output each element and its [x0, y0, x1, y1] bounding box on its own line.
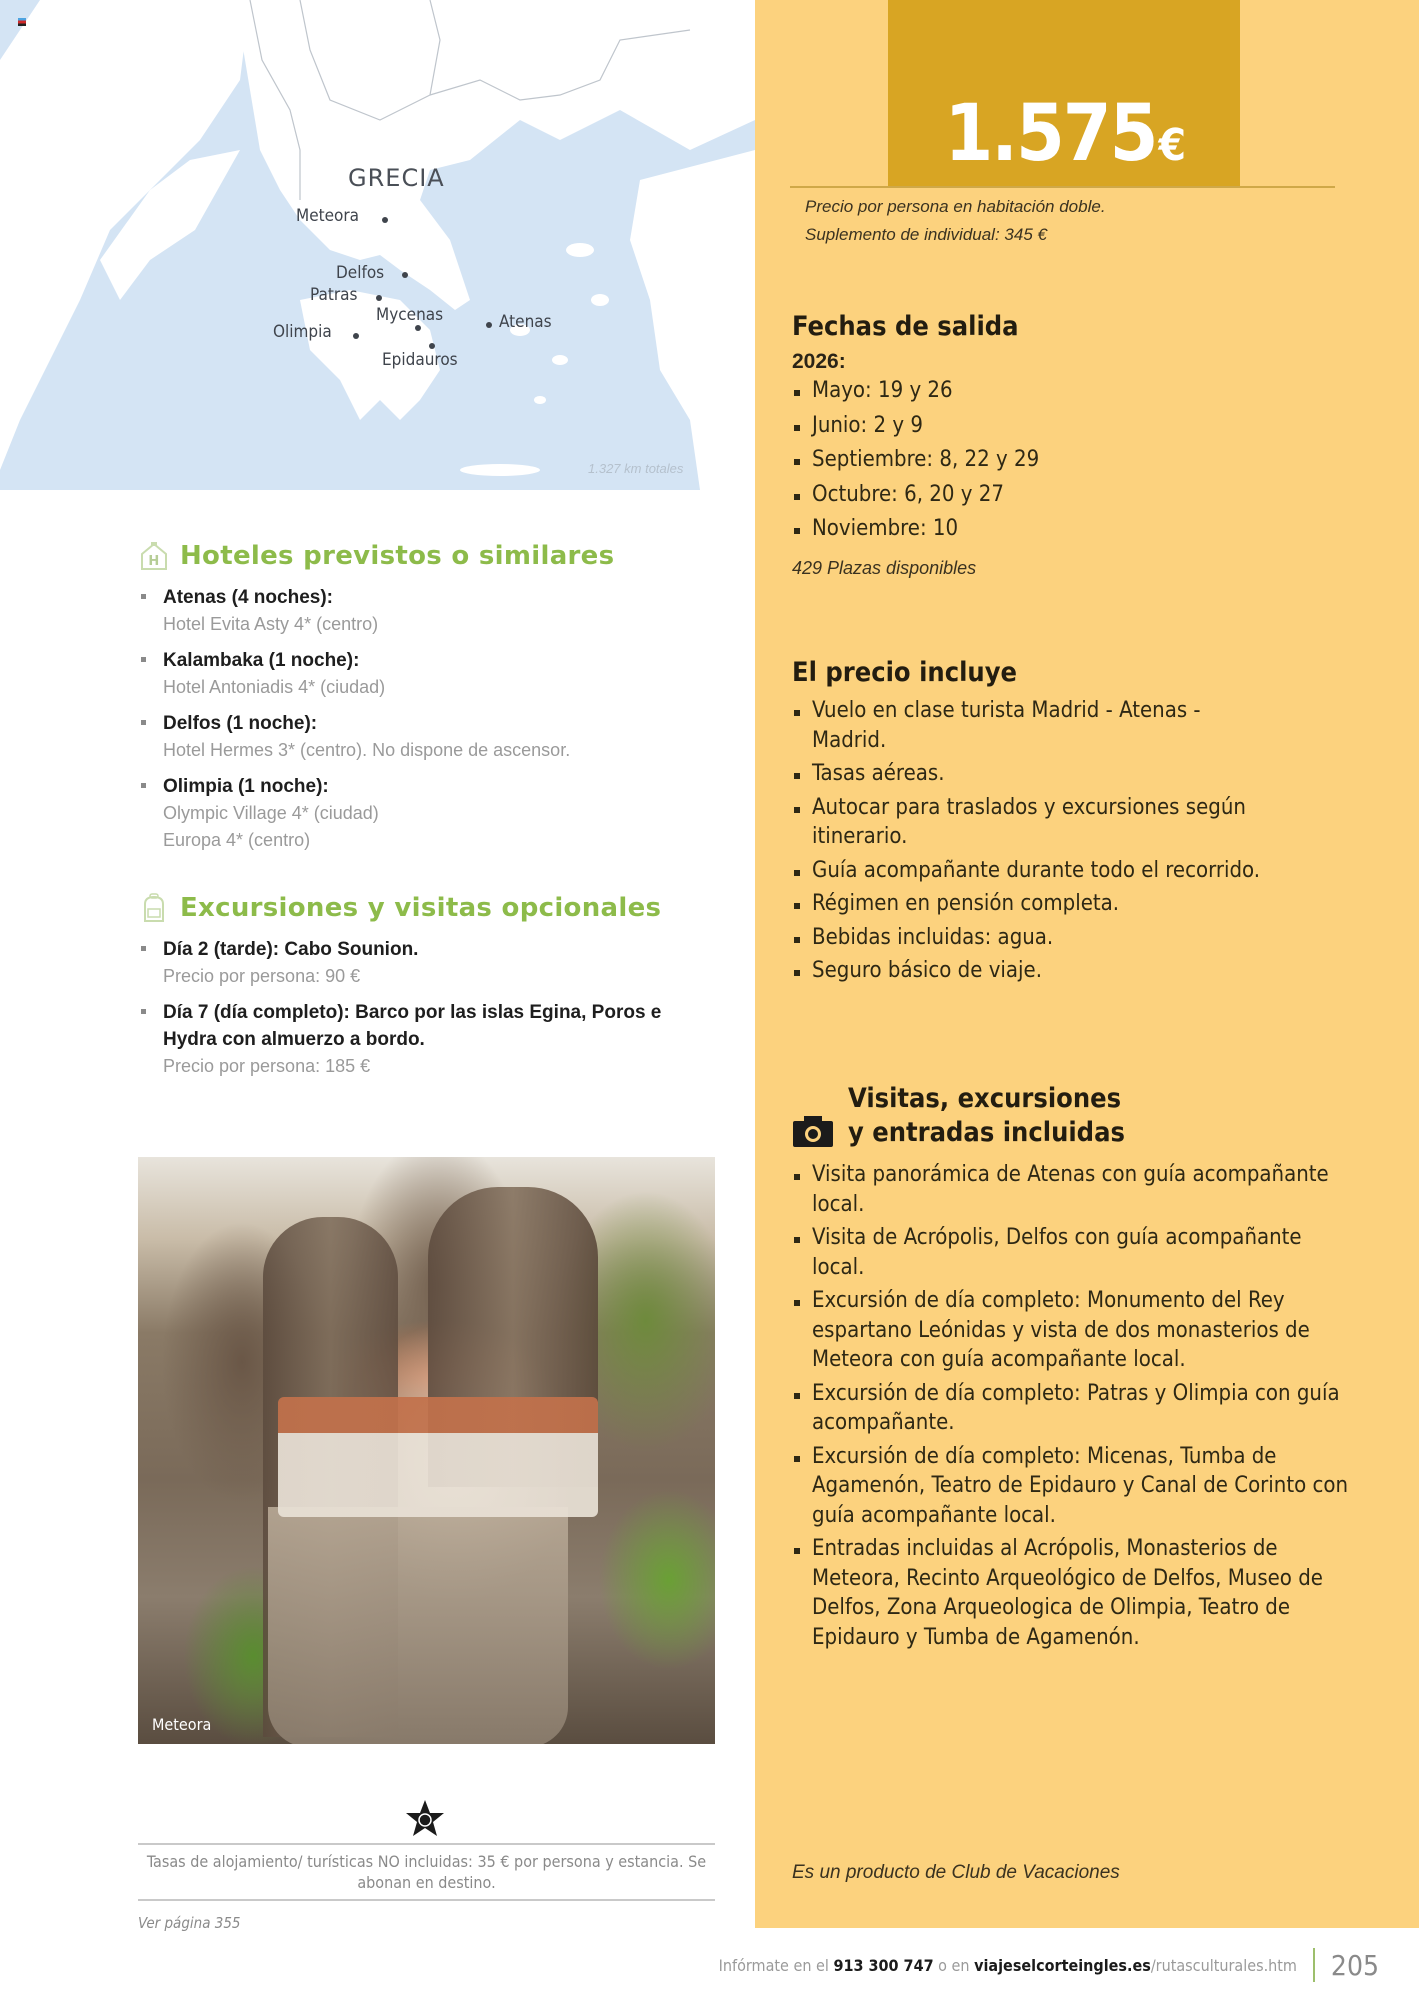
departure-dates-list — [792, 376, 1392, 544]
hotel-list — [138, 584, 718, 854]
price-currency: € — [1158, 120, 1184, 171]
map-scale-label: 1.327 km totales — [588, 461, 684, 476]
seats-available: 429 Plazas disponibles — [792, 557, 977, 578]
includes-list — [792, 696, 1262, 986]
list-item — [138, 773, 718, 854]
page-number: 205 — [1330, 1948, 1379, 1982]
hotel-name: Olympic Village 4* (ciudad) — [163, 803, 379, 823]
phone-number[interactable]: 913 300 747 — [833, 1955, 934, 1975]
optional-title — [138, 892, 718, 924]
list-item: Excursión de día completo: Monumento del Rey espartano Leónidas y vista de dos monasterios de Meteora con guía acompañante local. — [792, 1286, 1352, 1375]
map-dot-icon — [376, 295, 382, 301]
list-item: Junio: 2 y 9 — [792, 411, 1392, 441]
list-item: Excursión de día completo: Micenas, Tumba de Agamenón, Teatro de Epidauro y Canal de Corinto con guía acompañante local. — [792, 1442, 1352, 1531]
excursion-price: Precio por persona: 90 € — [163, 966, 361, 986]
hotel-name: Hotel Antoniadis 4* (ciudad) — [163, 677, 386, 697]
map-country-label: GRECIA — [348, 164, 445, 192]
list-item — [138, 710, 718, 764]
svg-text:H: H — [148, 554, 160, 569]
list-item: Septiembre: 8, 22 y 29 — [792, 445, 1392, 475]
list-item: Seguro básico de viaje. — [792, 956, 1262, 986]
hotel-name: Hotel Evita Asty 4* (centro) — [163, 614, 379, 634]
list-item: Autocar para traslados y excursiones según itinerario. — [792, 793, 1262, 852]
map-dot-icon — [353, 333, 359, 339]
map-city-patras: Patras — [310, 285, 358, 305]
list-item: Visita panorámica de Atenas con guía acompañante local. — [792, 1160, 1352, 1219]
price-value: 1.575 — [944, 89, 1157, 179]
hotels-section — [138, 540, 718, 854]
route-map — [0, 0, 755, 490]
map-city-mycenas: Mycenas — [376, 305, 444, 325]
star-badge-icon — [405, 1798, 445, 1838]
list-item — [138, 999, 718, 1080]
included-visits-section — [792, 1082, 1392, 1656]
list-item: Visita de Acrópolis, Delfos con guía acompañante local. — [792, 1223, 1352, 1282]
map-dot-icon — [429, 343, 435, 349]
left-column — [138, 540, 718, 1089]
backpack-icon — [138, 892, 170, 924]
see-page-link[interactable]: Ver página 355 — [138, 1914, 241, 1932]
list-item: Mayo: 19 y 26 — [792, 376, 1392, 406]
list-item — [138, 647, 718, 701]
price-note — [805, 193, 1106, 249]
list-item: Excursión de día completo: Patras y Olimpia con guía acompañante. — [792, 1379, 1352, 1438]
list-item: Octubre: 6, 20 y 27 — [792, 480, 1392, 510]
hotel-city: Delfos (1 noche): — [163, 713, 318, 734]
map-city-olimpia: Olimpia — [273, 322, 332, 342]
visits-title-line: Visitas, excursiones — [848, 1083, 1122, 1114]
departures-section — [792, 310, 1392, 579]
list-item: Entradas incluidas al Acrópolis, Monasterios de Meteora, Recinto Arqueológico de Delfos, Museo de Delfos, Zona Arqueologica de Olimpia, Teatro de Epidauro y Tumba de Agamenón. — [792, 1534, 1352, 1652]
map-city-epidauros: Epidauros — [382, 350, 458, 370]
product-note: Es un producto de Club de Vacaciones — [792, 1862, 1120, 1883]
includes-title: El precio incluye — [792, 657, 1018, 688]
visits-title — [792, 1082, 1392, 1150]
list-item: Guía acompañante durante todo el recorrido. — [792, 856, 1262, 886]
website-path[interactable]: /rutasculturales.htm — [1150, 1955, 1297, 1975]
hotel-name: Hotel Hermes 3* (centro). No dispone de ascensor. — [163, 740, 571, 760]
price-note-line: Precio por persona en habitación doble. — [805, 197, 1106, 216]
price-box — [888, 0, 1240, 187]
list-item — [138, 936, 718, 990]
visits-title-line: y entradas incluidas — [848, 1117, 1125, 1148]
map-city-meteora: Meteora — [296, 206, 360, 226]
departures-title: Fechas de salida — [792, 311, 1019, 342]
map-dot-icon — [486, 322, 492, 328]
map-city-atenas: Atenas — [499, 312, 552, 332]
map-dot-icon — [382, 217, 388, 223]
flag-icon — [18, 18, 26, 26]
includes-section — [792, 656, 1392, 990]
optional-title-text: Excursiones y visitas opcionales — [180, 893, 662, 923]
hotel-city: Olimpia (1 noche): — [163, 776, 329, 797]
map-dot-icon — [415, 325, 421, 331]
hotel-icon — [138, 540, 170, 572]
list-item: Noviembre: 10 — [792, 514, 1392, 544]
excursion-name: Día 7 (día completo): Barco por las islas Egina, Poros e Hydra con almuerzo a bordo. — [163, 1002, 662, 1050]
list-item: Tasas aéreas. — [792, 759, 1262, 789]
list-item: Régimen en pensión completa. — [792, 889, 1262, 919]
departures-year: 2026: — [792, 350, 846, 373]
list-item: Bebidas incluidas: agua. — [792, 923, 1262, 953]
excursion-name: Día 2 (tarde): Cabo Sounion. — [163, 939, 419, 960]
right-column — [755, 0, 1419, 1928]
hotels-title — [138, 540, 718, 572]
supplement-note: Suplemento de individual: 345 € — [805, 225, 1047, 244]
included-visits-list — [792, 1160, 1352, 1652]
divider — [790, 186, 1335, 188]
contact-info: Infórmate en el 913 300 747 o en viajeselcorteingles.es/rutasculturales.htm — [718, 1955, 1297, 1975]
map-landmass — [0, 0, 755, 490]
optional-list — [138, 936, 718, 1080]
hotel-name: Europa 4* (centro) — [163, 830, 311, 850]
hotel-city: Kalambaka (1 noche): — [163, 650, 360, 671]
hotels-title-text: Hoteles previstos o similares — [180, 541, 615, 571]
website-link[interactable]: viajeselcorteingles.es — [974, 1955, 1151, 1975]
meteora-photo — [138, 1157, 715, 1744]
list-item — [138, 584, 718, 638]
tax-note: Tasas de alojamiento/ turísticas NO incluidas: 35 € por persona y estancia. Se abonan en destino. — [138, 1843, 715, 1901]
divider — [1313, 1948, 1315, 1982]
price-amount — [944, 89, 1184, 179]
photo-caption: Meteora — [152, 1715, 212, 1734]
map-city-delfos: Delfos — [336, 263, 385, 283]
map-dot-icon — [402, 272, 408, 278]
hotel-city: Atenas (4 noches): — [163, 587, 333, 608]
camera-icon — [792, 1114, 834, 1148]
excursion-price: Precio por persona: 185 € — [163, 1056, 371, 1076]
page-footer — [719, 1948, 1379, 1982]
list-item: Vuelo en clase turista Madrid - Atenas - Madrid. — [792, 696, 1262, 755]
optional-excursions-section — [138, 892, 718, 1080]
